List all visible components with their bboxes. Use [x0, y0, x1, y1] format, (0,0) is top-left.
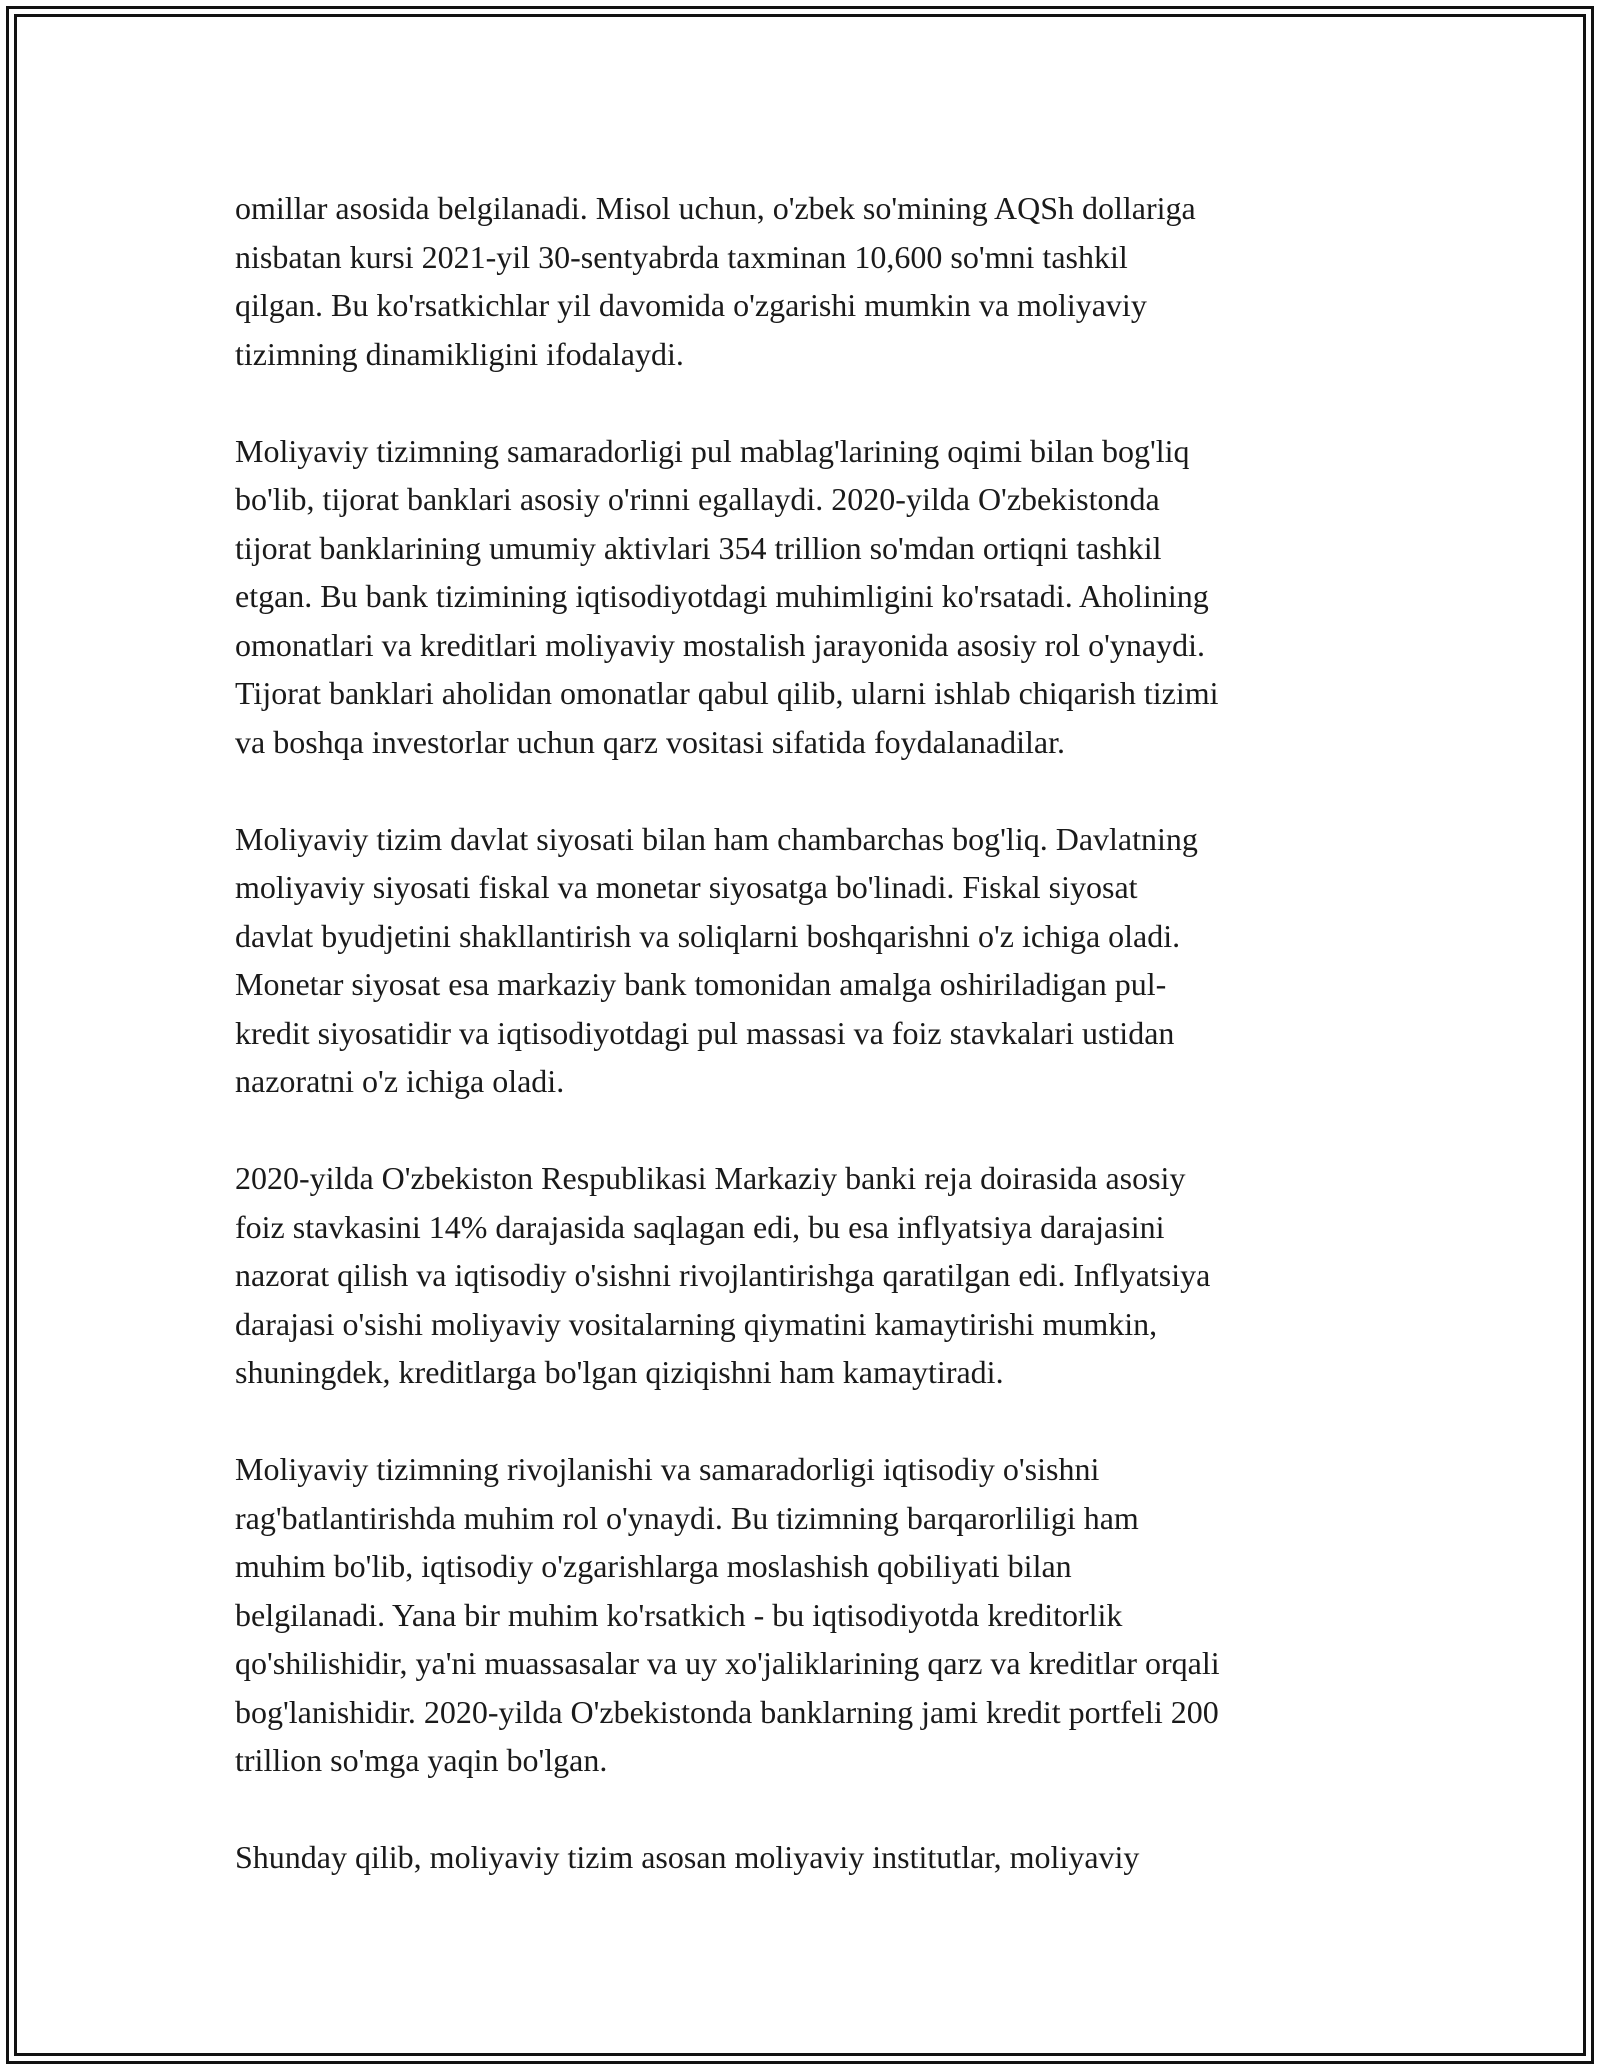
- text-line: va boshqa investorlar uchun qarz vositasi sifatida foydalanadilar.: [235, 723, 1065, 760]
- text-line: Moliyaviy tizimning samaradorligi pul mablag'larining oqimi bilan bog'liq: [235, 432, 1190, 469]
- text-line: davlat byudjetini shakllantirish va soliqlarni boshqarishni o'z ichiga oladi.: [235, 917, 1181, 954]
- text-line: omonatlari va kreditlari moliyaviy mostalish jarayonida asosiy rol o'ynaydi.: [235, 626, 1205, 663]
- text-line: trillion so'mga yaqin bo'lgan.: [235, 1742, 608, 1778]
- text-line: nisbatan kursi 2021-yil 30-sentyabrda taxminan 10,600 so'mni tashkil: [235, 238, 1128, 275]
- paragraph: [235, 1154, 1375, 1397]
- text-line: Moliyaviy tizimning rivojlanishi va samaradorligi iqtisodiy o'sishni: [235, 1451, 1100, 1487]
- text-line: belgilanadi. Yana bir muhim ko'rsatkich - bu iqtisodiyotda kreditorlik: [235, 1596, 1123, 1633]
- text-line: shuningdek, kreditlarga bo'lgan qiziqishni ham kamaytiradi.: [235, 1354, 1004, 1390]
- text-line: qilgan. Bu ko'rsatkichlar yil davomida o'zgarishi mumkin va moliyaviy: [235, 287, 1147, 323]
- text-line: 2020-yilda O'zbekiston Respublikasi Markaziy banki reja doirasida asosiy: [235, 1160, 1186, 1196]
- text-line: qo'shilishidir, ya'ni muassasalar va uy xo'jaliklarining qarz va kreditlar orqali: [235, 1645, 1220, 1681]
- text-line: nazoratni o'z ichiga oladi.: [235, 1063, 565, 1099]
- text-line: nazorat qilish va iqtisodiy o'sishni rivojlantirishga qaratilgan edi. Inflyatsiya: [235, 1257, 1211, 1293]
- text-line: Moliyaviy tizim davlat siyosati bilan ham chambarchas bog'liq. Davlatning: [235, 820, 1198, 857]
- document-body: [235, 184, 1375, 1930]
- text-line: bog'lanishidir. 2020-yilda O'zbekistonda banklarning jami kredit portfeli 200: [235, 1693, 1219, 1730]
- text-line: darajasi o'sishi moliyaviy vositalarning qiymatini kamaytirishi mumkin,: [235, 1305, 1158, 1342]
- text-line: kredit siyosatidir va iqtisodiyotdagi pul massasi va foiz stavkalari ustidan: [235, 1014, 1175, 1051]
- text-line: bo'lib, tijorat banklari asosiy o'rinni egallaydi. 2020-yilda O'zbekistonda: [235, 481, 1160, 517]
- text-line: muhim bo'lib, iqtisodiy o'zgarishlarga moslashish qobiliyati bilan: [235, 1548, 1072, 1584]
- text-line: Shunday qilib, moliyaviy tizim asosan moliyaviy institutlar, moliyaviy: [235, 1839, 1140, 1875]
- text-line: tizimning dinamikligini ifodalaydi.: [235, 335, 684, 372]
- text-line: omillar asosida belgilanadi. Misol uchun, o'zbek so'mining AQSh dollariga: [235, 190, 1196, 226]
- text-line: Monetar siyosat esa markaziy bank tomonidan amalga oshiriladigan pul-: [235, 966, 1167, 1002]
- paragraph: [235, 427, 1375, 767]
- text-line: moliyaviy siyosati fiskal va monetar siyosatga bo'linadi. Fiskal siyosat: [235, 869, 1138, 905]
- paragraph: [235, 815, 1375, 1106]
- text-line: Tijorat banklari aholidan omonatlar qabul qilib, ularni ishlab chiqarish tizimi: [235, 675, 1219, 711]
- text-line: tijorat banklarining umumiy aktivlari 354 trillion so'mdan ortiqni tashkil: [235, 529, 1162, 566]
- text-line: foiz stavkasini 14% darajasida saqlagan edi, bu esa inflyatsiya darajasini: [235, 1208, 1165, 1245]
- text-line: etgan. Bu bank tizimining iqtisodiyotdagi muhimligini ko'rsatadi. Aholining: [235, 578, 1209, 614]
- text-line: rag'batlantirishda muhim rol o'ynaydi. Bu tizimning barqarorliligi ham: [235, 1499, 1139, 1536]
- paragraph: [235, 1445, 1375, 1785]
- paragraph: [235, 1833, 1375, 1882]
- paragraph: [235, 184, 1375, 378]
